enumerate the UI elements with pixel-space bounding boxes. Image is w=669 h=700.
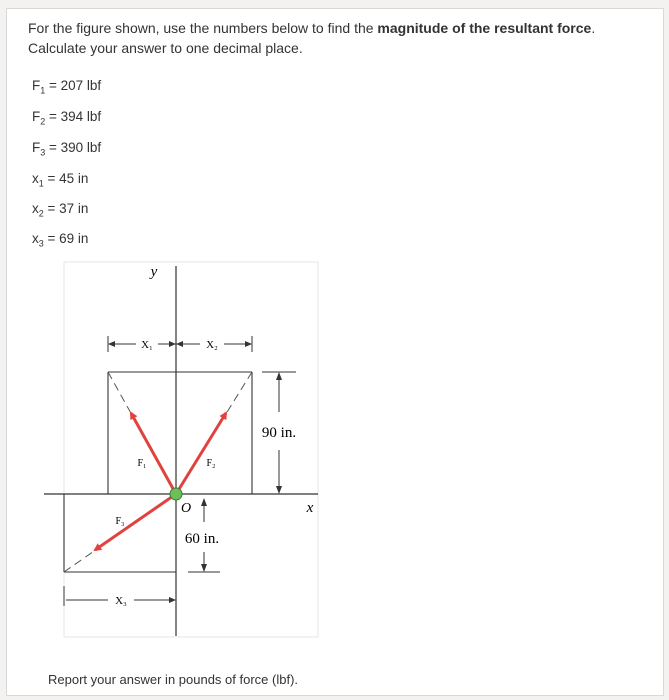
depth-dimension-label: 60 in.	[184, 531, 220, 547]
given-x3: $x_3 = 69$ in	[32, 231, 89, 249]
prompt-text-start: For the figure shown, use the numbers below to find the	[28, 20, 378, 36]
given-x2: $x_2 = 37$ in	[32, 201, 89, 219]
f2-label: F₂	[206, 458, 216, 469]
prompt-text-end: . Calculate your answer to one decimal place.	[28, 20, 596, 56]
f1-label: F₁	[137, 458, 147, 469]
prompt-bold-text: magnitude of the resultant force	[377, 20, 592, 36]
figure-border	[64, 262, 318, 637]
y-axis-label: y	[150, 264, 158, 280]
origin-point	[170, 488, 182, 500]
given-f1: $F_1 = 207$ lbf	[32, 78, 102, 96]
origin-label: O	[180, 501, 192, 516]
question-prompt	[28, 18, 653, 58]
f3-label: F₃	[115, 516, 125, 527]
f3-arrow	[95, 494, 176, 550]
force-diagram	[40, 258, 330, 643]
f1-arrow	[131, 413, 176, 494]
x-axis-label: x	[306, 500, 314, 516]
height-dimension-label: 90 in.	[261, 425, 297, 441]
x3-label: X₃	[115, 595, 127, 607]
x1-label: X₁	[141, 339, 153, 351]
f2-arrow	[176, 413, 226, 494]
given-f2: $F_2 = 394$ lbf	[32, 109, 102, 127]
x2-label: X₂	[206, 339, 218, 351]
given-x1: $x_1 = 45$ in	[32, 171, 89, 189]
given-f3: $F_3 = 390$ lbf	[32, 140, 102, 158]
report-instruction: Report your answer in pounds of force (lbf).	[48, 672, 299, 687]
